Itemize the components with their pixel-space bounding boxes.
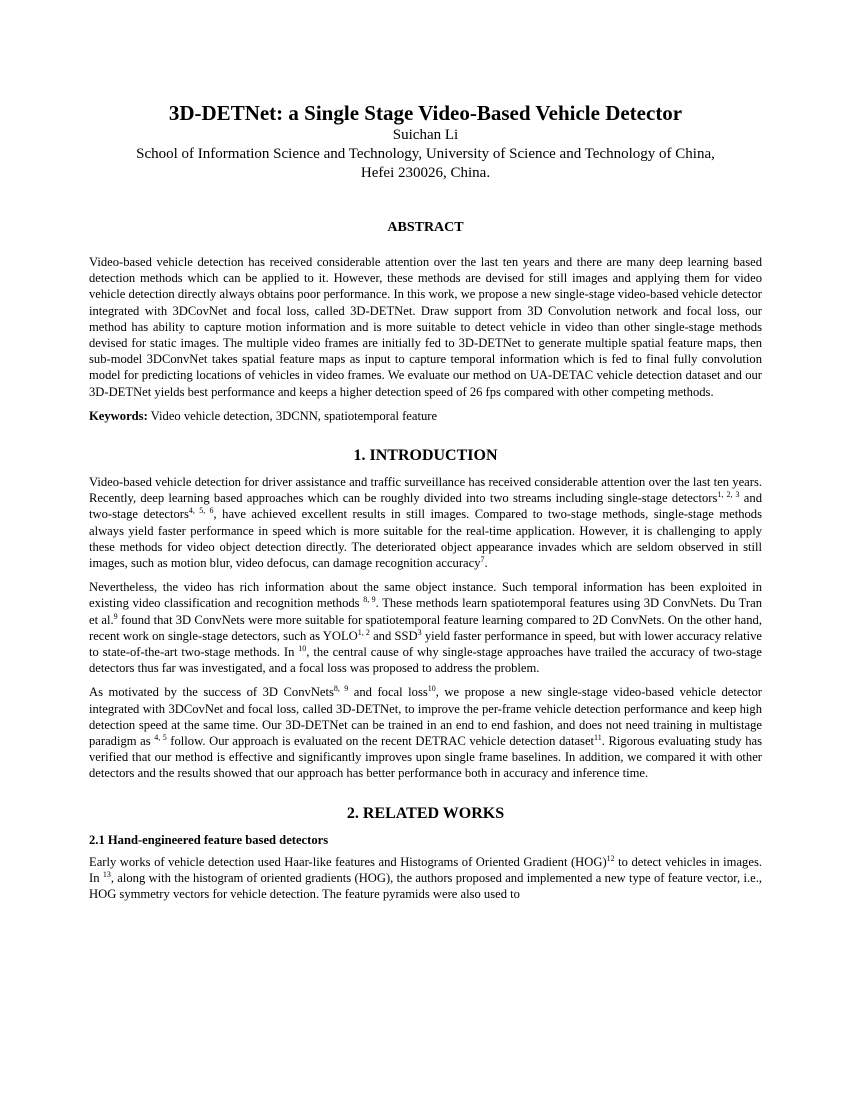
affiliation-line-2: Hefei 230026, China. [360,165,491,181]
text-run: . [484,556,488,571]
text-run: As motivated by the success of 3D ConvNets [89,685,334,700]
author-name: Suichan Li [392,127,459,143]
text-run: . Rigorous evaluating study has verified that our method is effective and significantly improves upon single frame baselines. In addition, we compared it with other detectors and the results showed that our approach has better performance both in accuracy and inference time. [89,734,762,781]
section-1-heading: 1. INTRODUCTION [353,447,498,465]
citation: 8, 9 [363,595,376,605]
text-run: and SSD [369,628,418,643]
citation: 13 [102,869,111,879]
abstract-text: Video-based vehicle detection has received considerable attention over the last ten years and there are many deep learning based detection methods which can be applied to it. However, these methods are devised for still images and applying them for video vehicle detection directly always obtains poor performance. In this work, we propose a new single-stage video-based vehicle detector integrated with 3DCovNet and focal loss, called 3D-DETNet. Draw support from 3D Convolution network and focal loss, our method has ability to capture motion information and is more suitable to detect vehicle in video than other single-stage methods devised for static images. The multiple video frames are initially fed to 3D-DETNet to generate multiple spatial feature maps, then sub-model 3DConvNet takes spatial feature maps as input to capture temporal information which is fed to final fully convolution model for predicting locations of vehicles in video frames. We evaluate our method on UA-DETAC vehicle detection dataset and our 3D-DETNet yields best performance and keeps a higher detection speed of 26 fps compared with other competing methods. [89,255,762,399]
text-run: , have achieved excellent results in still images. Compared to two-stage methods, single-stage methods always yield faster performance in speed which is more suitable for the real-time application. However, it is challenging to apply these methods for video object detection directly. The deteriorated object appearance invades which are seldom observed in still images, such as motion blur, video defocus, can damage recognition accuracy [89,507,762,571]
citation: 10 [298,644,307,654]
citation: 11 [594,733,602,743]
citation: 1, 2 [357,627,370,637]
citation: 1, 2, 3 [717,490,740,500]
keywords-text: Video vehicle detection, 3DCNN, spatiotemporal feature [147,408,438,423]
related-paragraph-1 [89,854,762,903]
text-run: , along with the histogram of oriented gradients (HOG), the authors proposed and implemented a new type of feature vector, i.e., HOG symmetry vectors for vehicle detection. The feature pyramids were also used to [89,870,762,902]
abstract-heading: ABSTRACT [387,220,464,235]
text-run: , the central cause of why single-stage approaches have trailed the accuracy of two-stage detectors thus far was investigated, and a focal loss was proposed to address the problem. [89,645,762,676]
text-run: , we propose a new single-stage video-based vehicle detector integrated with 3DCovNet and focal loss, called 3D-DETNet, to improve the per-frame vehicle detection performance and keep high detection speed at the same time. Our 3D-DETNet can be trained in an end to end fashion, and does not need training in multistage paradigm as [89,685,763,749]
text-run: . These methods learn spatiotemporal features using 3D ConvNets. Du Tran et al. [89,596,763,627]
section-2-heading: 2. RELATED WORKS [346,804,505,822]
text-run: yield faster performance in speed, but with lower accuracy relative to state-of-the-art two-stage methods. In [89,628,762,660]
paper-page [89,100,762,910]
affiliation-line-1: School of Information Science and Technology, University of Science and Technology of China, [136,146,715,162]
keywords-label: Keywords: [89,408,148,423]
text-run: Nevertheless, the video has rich information about the same object instance. Such temporal information has been exploited in existing video classification and recognition methods [89,580,762,611]
text-run: and focal loss [348,685,428,700]
citation: 7 [480,555,485,565]
citation: 3 [417,627,422,637]
citation: 8, 9 [333,684,349,694]
text-run: follow. Our approach is evaluated on the recent DETRAC vehicle detection dataset [166,734,595,749]
citation: 10 [427,684,436,694]
intro-paragraph-2 [89,579,762,676]
text-run: Early works of vehicle detection used Haar-like features and Histograms of Oriented Gradient (HOG) [89,854,607,869]
citation: 12 [606,853,615,863]
paper-title: 3D-DETNet: a Single Stage Video-Based Vehicle Detector [168,101,683,125]
citation: 4, 5, 6 [188,506,214,516]
citation: 4, 5 [154,733,167,743]
intro-paragraph-1 [89,474,762,571]
intro-paragraph-3 [89,684,762,781]
text-run: and two-stage detectors [89,491,762,522]
keywords [89,408,762,424]
citation: 9 [113,611,118,621]
subsection-2-1-heading: 2.1 Hand-engineered feature based detectors [89,832,329,847]
text-run: Video-based vehicle detection for driver assistance and traffic surveillance has received considerable attention over the last ten years. Recently, deep learning based approaches which can be roughly divided into two streams including single-stage detectors [89,475,762,506]
text-run: to detect vehicles in images. In [89,854,762,885]
text-run: found that 3D ConvNets were more suitable for spatiotemporal feature learning compared to 2D ConvNets. On the other hand, recent work on single-stage detectors, such as YOLO [89,612,762,643]
